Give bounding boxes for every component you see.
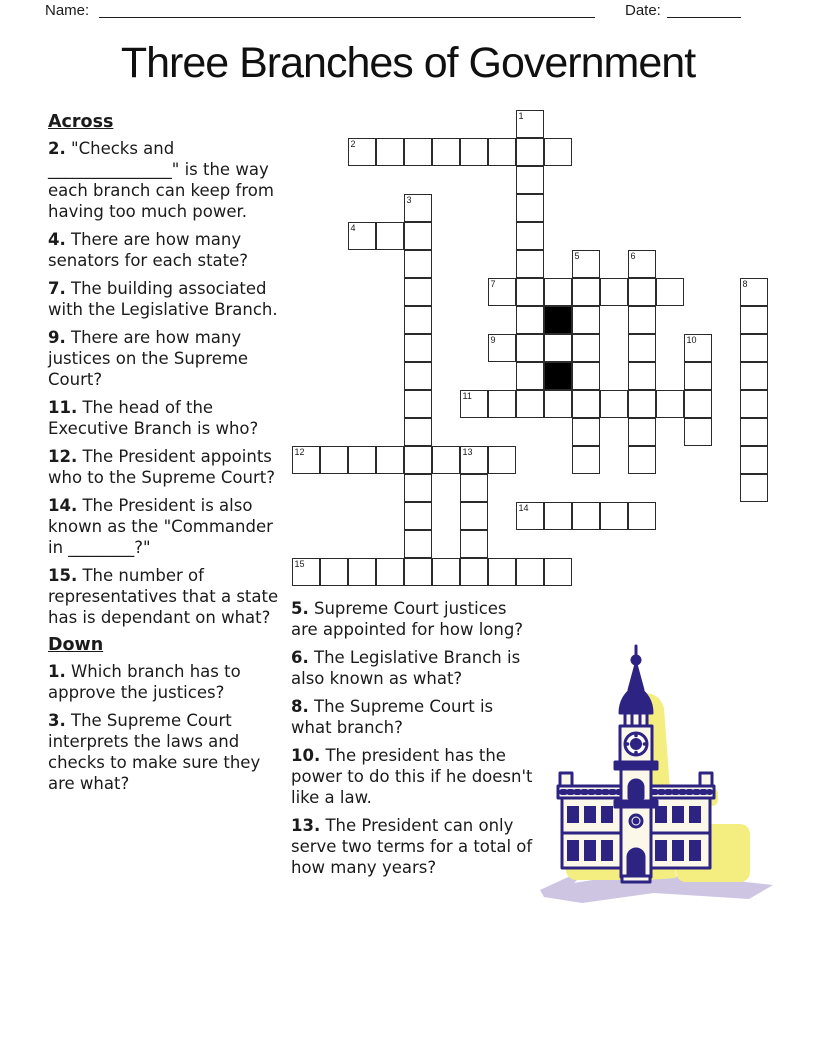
grid-cell [404,558,432,586]
grid-cell [740,474,768,502]
clue-number: 1. [48,662,66,681]
clue-15: 15. The number of representatives that a state has is dependant on what? [48,566,279,627]
clue-number: 3. [48,711,66,730]
grid-cell [572,418,600,446]
black-cell [544,306,572,334]
grid-cell [600,278,628,306]
grid-cell [516,166,544,194]
grid-cell [404,502,432,530]
down-heading: Down [48,635,104,655]
cell-number: 7 [490,279,496,289]
grid-cell [628,250,656,278]
grid-cell [516,278,544,306]
dome [620,686,652,713]
grid-cell [376,558,404,586]
grid-cell [404,138,432,166]
grid-cell [684,334,712,362]
clue-7: 7. The building associated with the Legislative Branch. [48,279,278,319]
down-clues-col2 [291,598,533,878]
name-label: Name: [45,2,90,19]
across-heading: Across [48,112,114,132]
cell-number: 4 [350,223,356,233]
grid-cell [292,558,320,586]
grid-cell [572,502,600,530]
grid-cell [488,390,516,418]
grid-cell [404,334,432,362]
grid-cell [460,502,488,530]
grid-cell [544,558,572,586]
grid-cell [516,306,544,334]
grid-cell [544,278,572,306]
grid-cell [628,418,656,446]
clue-8: 8. The Supreme Court is what branch? [291,697,494,737]
grid-cell [740,390,768,418]
grid-cell [404,362,432,390]
date-label: Date: [625,2,661,19]
down-clues-col1 [48,661,281,794]
grid-cell [488,446,516,474]
grid-cell [404,250,432,278]
grid-cell [460,558,488,586]
cell-number: 3 [406,195,412,205]
grid-cell [320,446,348,474]
grid-cell [628,362,656,390]
grid-cell [348,558,376,586]
grid-cell [376,138,404,166]
grid-cell [488,558,516,586]
steps [622,876,650,882]
grid-cell [516,502,544,530]
belfry-arch-window [629,780,643,798]
cell-number: 12 [294,447,305,457]
grid-cell [628,306,656,334]
clue-number: 6. [291,648,309,667]
grid-cell [684,362,712,390]
grid-cell [404,306,432,334]
cell-number: 13 [462,447,473,457]
grid-cell [544,138,572,166]
clue-12: 12. The President appoints who to the Supreme Court? [48,447,275,487]
grid-cell [488,334,516,362]
clock-center [632,740,641,749]
grid-cell [544,390,572,418]
grid-cell [404,418,432,446]
clue-number: 15. [48,566,78,585]
grid-cell [516,222,544,250]
grid-cell [376,446,404,474]
grid-cell [516,194,544,222]
clue-3: 3. The Supreme Court interprets the laws and checks to make sure they are what? [48,711,261,793]
grid-cell [628,278,656,306]
grid-cell [628,390,656,418]
grid-cell [628,502,656,530]
clue-number: 8. [291,697,309,716]
grid-cell [460,390,488,418]
grid-cell [404,390,432,418]
cell-number: 5 [574,251,580,261]
clue-number: 5. [291,599,309,618]
clue-1: 1. Which branch has to approve the justices? [48,662,241,702]
grid-cell [516,250,544,278]
grid-cell [656,390,684,418]
grid-cell [544,334,572,362]
grid-cell [432,558,460,586]
clue-14: 14. The President is also known as the "Commander in ________?" [48,496,273,557]
grid-cell [740,418,768,446]
grid-cell [572,390,600,418]
clue-13: 13. The President can only serve two terms for a total of how many years? [291,816,533,877]
clue-4: 4. There are how many senators for each state? [48,230,249,270]
grid-cell [656,278,684,306]
grid-cell [348,222,376,250]
grid-cell [516,362,544,390]
cell-number: 10 [686,335,697,345]
clue-column-right [291,598,533,885]
grid-cell [572,362,600,390]
clue-number: 4. [48,230,66,249]
cell-number: 11 [462,391,472,401]
clue-number: 7. [48,279,66,298]
page-title: Three Branches of Government [120,39,696,87]
clue-number: 12. [48,447,78,466]
clue-9: 9. There are how many justices on the Supreme Court? [48,328,249,389]
grid-cell [572,250,600,278]
grid-cell [544,502,572,530]
black-cell [544,362,572,390]
clue-10: 10. The president has the power to do this if he doesn't like a law. [291,746,533,807]
grid-cell [488,138,516,166]
grid-cell [348,138,376,166]
grid-cell [404,474,432,502]
grid-cell [404,194,432,222]
grid-cell [740,334,768,362]
clue-5: 5. Supreme Court justices are appointed for how long? [291,599,524,639]
grid-cell [460,474,488,502]
independence-hall-illustration [536,640,776,912]
clue-column-left [48,112,281,801]
cell-number: 15 [294,559,305,569]
grid-cell [600,502,628,530]
lantern [625,713,647,726]
grid-cell [292,446,320,474]
across-clues [48,138,281,628]
name-blank-line [99,17,595,18]
grid-cell [488,278,516,306]
crossword-grid [292,110,770,588]
grid-cell [628,446,656,474]
grid-cell [600,390,628,418]
grid-cell [684,390,712,418]
grid-cell [404,278,432,306]
grid-cell [740,446,768,474]
grid-cell [572,446,600,474]
clue-number: 10. [291,746,321,765]
grid-cell [740,362,768,390]
clue-number: 13. [291,816,321,835]
grid-cell [628,334,656,362]
grid-cell [684,418,712,446]
clue-11: 11. The head of the Executive Branch is who? [48,398,259,438]
cell-number: 8 [742,279,748,289]
clue-number: 2. [48,139,66,158]
grid-cell [376,222,404,250]
grid-cell [516,138,544,166]
grid-cell [460,446,488,474]
clue-number: 9. [48,328,66,347]
clue-number: 11. [48,398,78,417]
grid-cell [404,446,432,474]
cell-number: 9 [490,335,496,345]
clue-6: 6. The Legislative Branch is also known as what? [291,648,521,688]
grid-cell [404,222,432,250]
grid-cell [516,334,544,362]
date-blank-line [667,17,741,18]
cell-number: 6 [630,251,636,261]
grid-cell [516,558,544,586]
cell-number: 1 [518,111,524,121]
grid-cell [572,306,600,334]
grid-cell [432,446,460,474]
grid-cell [404,530,432,558]
grid-cell [348,446,376,474]
grid-cell [572,278,600,306]
grid-cell [740,278,768,306]
grid-cell [572,334,600,362]
grid-cell [516,390,544,418]
cell-number: 2 [350,139,356,149]
grid-cell [320,558,348,586]
grid-cell [460,138,488,166]
grid-cell [460,530,488,558]
grid-cell [740,306,768,334]
grid-cell [516,110,544,138]
cell-number: 14 [518,503,529,513]
clue-2: 2. "Checks and _______________" is the way each branch can keep from having too much power. [48,139,274,221]
entrance-arch [628,849,644,876]
clue-number: 14. [48,496,78,515]
grid-cell [432,138,460,166]
